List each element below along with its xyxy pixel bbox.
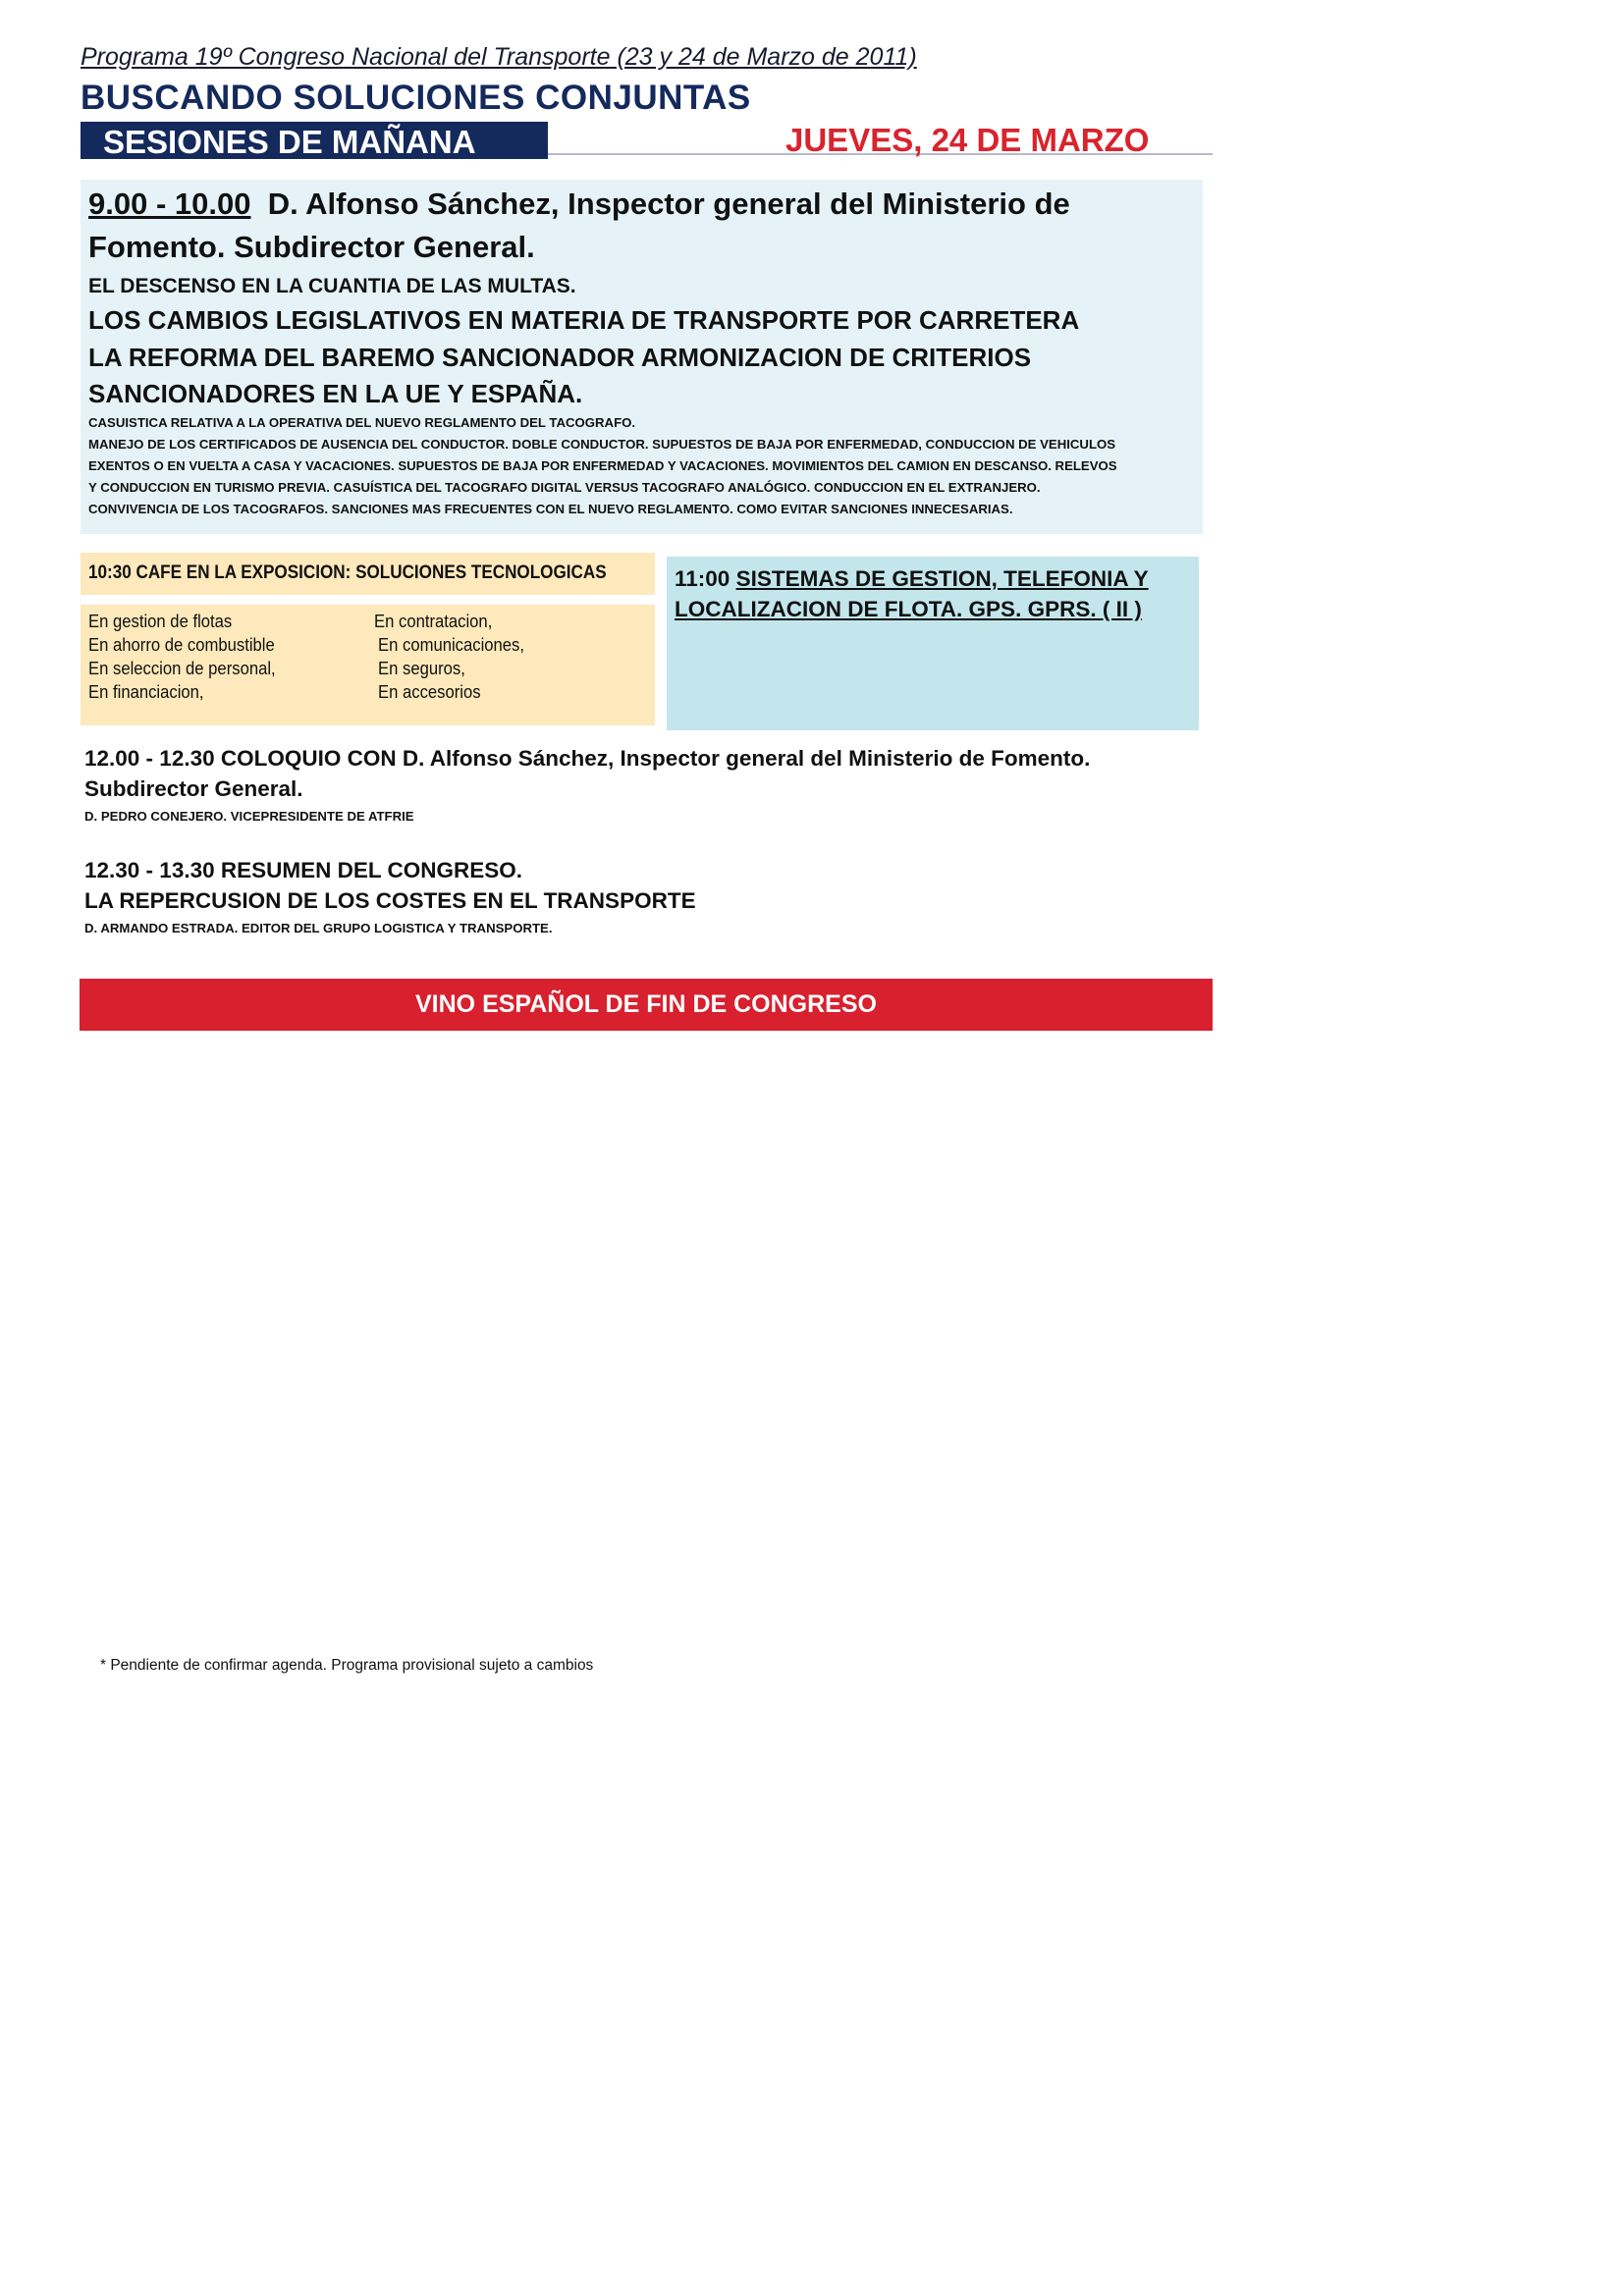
coloquio-title-cont: Subdirector General. xyxy=(84,776,303,801)
list-item: En comunicaciones, xyxy=(378,634,525,655)
resumen-title: 12.30 - 13.30 RESUMEN DEL CONGRESO. xyxy=(84,858,522,882)
session-1-title xyxy=(88,187,1070,222)
list-item: En accesorios xyxy=(378,681,481,702)
session-1-detail: Y CONDUCCION EN TURISMO PREVIA. CASUÍSTICA DEL TACOGRAFO DIGITAL VERSUS TACOGRAFO ANALÓGICO. CONDUCCION EN EL EXTRANJERO. xyxy=(88,480,1041,495)
list-item: En seguros, xyxy=(378,658,465,678)
session-1-speaker-cont: Fomento. Subdirector General. xyxy=(88,230,535,264)
gps-session-time: 11:00 xyxy=(675,566,730,591)
session-1-time: 9.00 - 10.00 xyxy=(88,187,251,221)
list-item: En gestion de flotas xyxy=(88,611,233,631)
list-item: En ahorro de combustible xyxy=(88,634,275,655)
footnote: * Pendiente de confirmar agenda. Programa provisional sujeto a cambios xyxy=(100,1657,594,1674)
closing-label: VINO ESPAÑOL DE FIN DE CONGRESO xyxy=(415,990,877,1018)
coloquio-moderator: D. PEDRO CONEJERO. VICEPRESIDENTE DE ATFRIE xyxy=(84,809,414,824)
cafe-heading: 10:30 CAFE EN LA EXPOSICION: SOLUCIONES TECNOLOGICAS xyxy=(88,562,607,583)
session-1-detail: CONVIVENCIA DE LOS TACOGRAFOS. SANCIONES MAS FRECUENTES CON EL NUEVO REGLAMENTO. COMO EVITAR SANCIONES INNECESARIAS. xyxy=(88,502,1013,516)
session-1-detail: MANEJO DE LOS CERTIFICADOS DE AUSENCIA DEL CONDUCTOR. DOBLE CONDUCTOR. SUPUESTOS DE BAJA POR ENFERMEDAD, CONDUCCION DE VEHICULOS xyxy=(88,437,1116,452)
session-1-detail: CASUISTICA RELATIVA A LA OPERATIVA DEL NUEVO REGLAMENTO DEL TACOGRAFO. xyxy=(88,415,636,430)
resumen-speaker: D. ARMANDO ESTRADA. EDITOR DEL GRUPO LOGISTICA Y TRANSPORTE. xyxy=(84,921,553,935)
resumen-topic: LA REPERCUSION DE LOS COSTES EN EL TRANSPORTE xyxy=(84,888,696,913)
sessions-label: SESIONES DE MAÑANA xyxy=(103,124,476,160)
session-1-headline: SANCIONADORES EN LA UE Y ESPAÑA. xyxy=(88,379,583,408)
session-1-speaker: D. Alfonso Sánchez, Inspector general del Ministerio de xyxy=(267,187,1070,221)
session-1-headline: LA REFORMA DEL BAREMO SANCIONADOR ARMONIZACION DE CRITERIOS xyxy=(88,343,1032,372)
list-item: En seleccion de personal, xyxy=(88,658,276,678)
gps-session-topic: SISTEMAS DE GESTION, TELEFONIA Y LOCALIZACION DE FLOTA. GPS. GPRS. ( II ) xyxy=(675,566,1149,621)
closing-banner xyxy=(80,979,1213,1031)
coloquio-title: 12.00 - 12.30 COLOQUIO CON D. Alfonso Sánchez, Inspector general del Ministerio de Fomento. xyxy=(84,746,1091,771)
congress-motto: BUSCANDO SOLUCIONES CONJUNTAS xyxy=(81,79,751,117)
session-date: JUEVES, 24 DE MARZO xyxy=(785,122,1150,158)
gps-session-title xyxy=(675,563,1165,624)
list-item: En contratacion, xyxy=(374,611,493,631)
list-item: En financiacion, xyxy=(88,681,204,702)
session-1-headline: LOS CAMBIOS LEGISLATIVOS EN MATERIA DE TRANSPORTE POR CARRETERA xyxy=(88,305,1080,335)
session-1-headline: EL DESCENSO EN LA CUANTIA DE LAS MULTAS. xyxy=(88,275,576,297)
session-1-detail: EXENTOS O EN VUELTA A CASA Y VACACIONES. SUPUESTOS DE BAJA POR ENFERMEDAD Y VACACIONES. MOVIMIENTOS DEL CAMION EN DESCANSO. RELEVOS xyxy=(88,458,1117,473)
program-title: Programa 19º Congreso Nacional del Transporte (23 y 24 de Marzo de 2011) xyxy=(81,43,917,71)
